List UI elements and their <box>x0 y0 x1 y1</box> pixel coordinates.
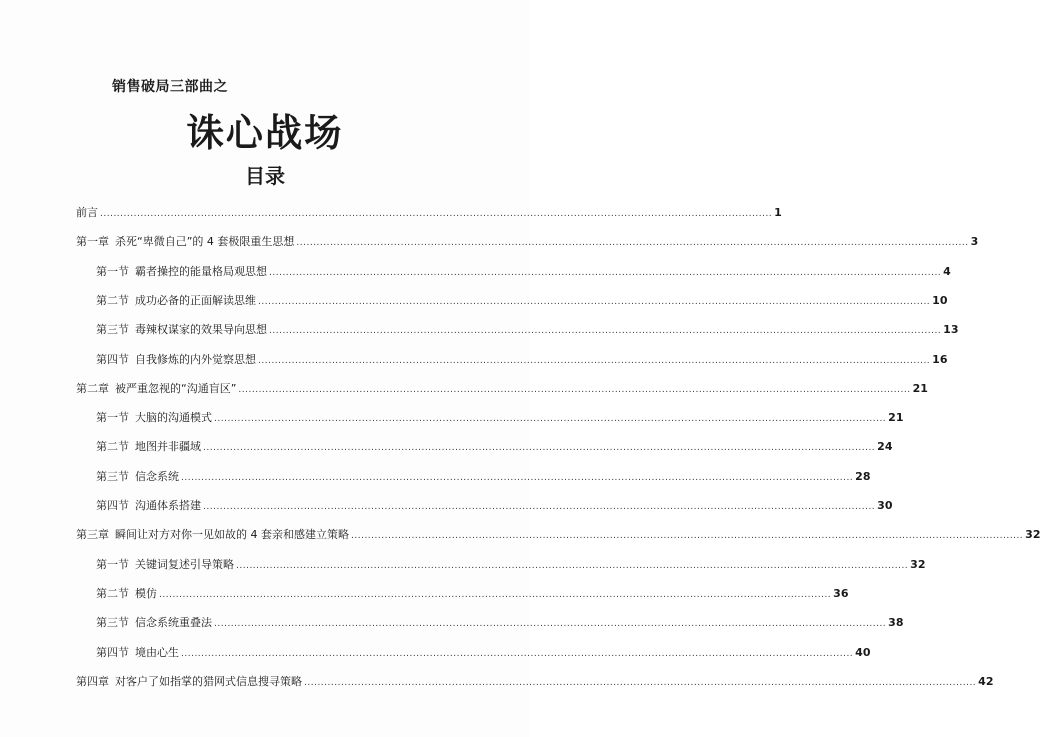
toc-entry-number: 第三节 <box>96 469 129 483</box>
toc-dot-leader: ........................................................................................................................................................................................................ <box>159 589 832 600</box>
toc-entry-label <box>96 468 179 484</box>
toc-page-number: 32 <box>910 557 926 571</box>
toc-entry-title: 自我修炼的内外觉察思想 <box>135 352 256 366</box>
toc-page-number: 3 <box>970 235 979 249</box>
toc-dot-leader: ........................................................................................................................................................................................................ <box>258 355 931 366</box>
toc-entry-label <box>96 263 267 279</box>
toc-entry-label <box>96 351 256 367</box>
toc-entry-title: 瞬间让对方对你一见如故的 4 套亲和感建立策略 <box>115 528 349 542</box>
book-title: 诛心战场 <box>186 111 344 155</box>
toc-dot-leader: ........................................................................................................................................................................................................ <box>269 326 942 337</box>
toc-section-row <box>96 263 951 279</box>
toc-entry-title: 境由心生 <box>135 645 179 659</box>
toc-dot-leader: ........................................................................................................................................................................................................ <box>214 619 887 630</box>
toc-entry-title: 杀死“卑微自己”的 4 套极限重生思想 <box>115 235 295 249</box>
toc-entry-label <box>96 556 234 572</box>
toc-section-row <box>96 644 871 660</box>
toc-entry-title: 信念系统 <box>135 469 179 483</box>
toc-entry-number: 第三节 <box>96 323 129 337</box>
toc-entry-title: 对客户了如指掌的猎网式信息搜寻策略 <box>115 674 302 688</box>
toc-section-row <box>96 409 904 425</box>
toc-entry-label <box>76 380 236 396</box>
toc-entry-label <box>96 614 212 630</box>
toc-entry-number: 第二节 <box>96 440 129 454</box>
toc-entry-label <box>76 204 98 220</box>
toc-dot-leader: ........................................................................................................................................................................................................ <box>296 238 969 249</box>
toc-entry-number: 第一章 <box>76 235 109 249</box>
toc-chapter-row <box>76 233 979 249</box>
toc-entry-number: 第一节 <box>96 411 129 425</box>
toc-entry-label <box>96 644 179 660</box>
toc-entry-number: 第二章 <box>76 381 109 395</box>
toc-dot-leader: ........................................................................................................................................................................................................ <box>203 443 876 454</box>
toc-entry-label <box>96 409 212 425</box>
toc-entry-label <box>96 497 201 513</box>
toc-entry-title: 沟通体系搭建 <box>135 499 201 512</box>
toc-entry-title: 成功必备的正面解读思维 <box>135 293 256 307</box>
toc-page-number: 1 <box>774 206 782 219</box>
toc-section-row <box>96 292 948 308</box>
toc-entry-title: 被严重忽视的“沟通盲区” <box>115 381 237 395</box>
toc-entry-title: 关键词复述引导策略 <box>135 557 234 571</box>
toc-entry-number: 第二节 <box>96 586 129 600</box>
toc-page-number: 4 <box>943 264 951 278</box>
toc-page-number: 16 <box>932 352 948 366</box>
toc-dot-leader: ........................................................................................................................................................................................................ <box>351 531 1024 542</box>
toc-entry-label <box>96 321 267 337</box>
toc-chapter-row <box>76 204 782 220</box>
toc-page-number: 21 <box>888 411 904 425</box>
toc-section-row <box>96 438 893 454</box>
toc-entry-number: 第一节 <box>96 557 129 571</box>
toc-page-number: 21 <box>912 381 928 395</box>
toc-entry-label <box>76 233 294 249</box>
toc-section-row <box>96 556 926 572</box>
toc-entry-label <box>76 673 302 689</box>
toc-dot-leader: ........................................................................................................................................................................................................ <box>236 560 909 571</box>
toc-entry-title: 前言 <box>76 206 98 219</box>
toc-entry-title: 地图并非疆域 <box>135 440 201 454</box>
toc-page-number: 40 <box>855 645 871 659</box>
toc-entry-number: 第四节 <box>96 499 129 512</box>
toc-section-row <box>96 351 948 367</box>
toc-entry-title: 毒辣权谋家的效果导向思想 <box>135 323 267 337</box>
toc-entry-number: 第四节 <box>96 352 129 366</box>
toc-section-row <box>96 497 893 513</box>
toc-page-number: 42 <box>978 674 994 688</box>
toc-section-row <box>96 585 849 601</box>
toc-entry-label <box>96 585 157 601</box>
toc-entry-label <box>76 526 349 542</box>
toc-dot-leader: ........................................................................................................................................................................................................ <box>258 296 931 307</box>
toc-dot-leader: ........................................................................................................................................................................................................ <box>238 384 911 395</box>
toc-entry-number: 第四节 <box>96 645 129 659</box>
toc-page-number: 36 <box>833 586 849 600</box>
toc-entry-title: 模仿 <box>135 586 157 600</box>
toc-section-row <box>96 321 959 337</box>
series-title: 销售破局三部曲之 <box>112 79 228 95</box>
toc-entry-number: 第二节 <box>96 293 129 307</box>
toc-page-number: 28 <box>855 469 871 483</box>
toc-dot-leader: ........................................................................................................................................................................................................ <box>100 209 773 219</box>
toc-entry-number: 第四章 <box>76 674 109 688</box>
toc-entry-number: 第一节 <box>96 264 129 278</box>
toc-page-number: 24 <box>877 440 893 454</box>
toc-dot-leader: ........................................................................................................................................................................................................ <box>181 648 854 659</box>
toc-entry-title: 霸者操控的能量格局观思想 <box>135 264 267 278</box>
toc-entry-title: 大脑的沟通模式 <box>135 411 212 425</box>
toc-entry-number: 第三章 <box>76 528 109 542</box>
toc-dot-leader: ........................................................................................................................................................................................................ <box>214 414 887 425</box>
toc-dot-leader: ........................................................................................................................................................................................................ <box>181 472 854 483</box>
toc-page-number: 32 <box>1025 528 1040 542</box>
toc-page-number: 10 <box>932 293 948 307</box>
toc-entry-label <box>96 438 201 454</box>
toc-section-row <box>96 614 904 630</box>
toc-page-number: 38 <box>888 616 904 630</box>
toc-entry-label <box>96 292 256 308</box>
toc-dot-leader: ........................................................................................................................................................................................................ <box>304 677 977 688</box>
toc-chapter-row <box>76 380 928 396</box>
toc-entry-title: 信念系统重叠法 <box>135 616 212 630</box>
toc-dot-leader: ........................................................................................................................................................................................................ <box>269 267 942 278</box>
toc-chapter-row <box>76 526 1040 542</box>
toc-page-number: 13 <box>943 323 959 337</box>
toc-entry-number: 第三节 <box>96 616 129 630</box>
toc-page-number: 30 <box>877 499 893 512</box>
toc-heading: 目录 <box>245 164 285 188</box>
toc-dot-leader: ........................................................................................................................................................................................................ <box>203 502 876 512</box>
toc-section-row <box>96 468 871 484</box>
toc-chapter-row <box>76 673 994 689</box>
